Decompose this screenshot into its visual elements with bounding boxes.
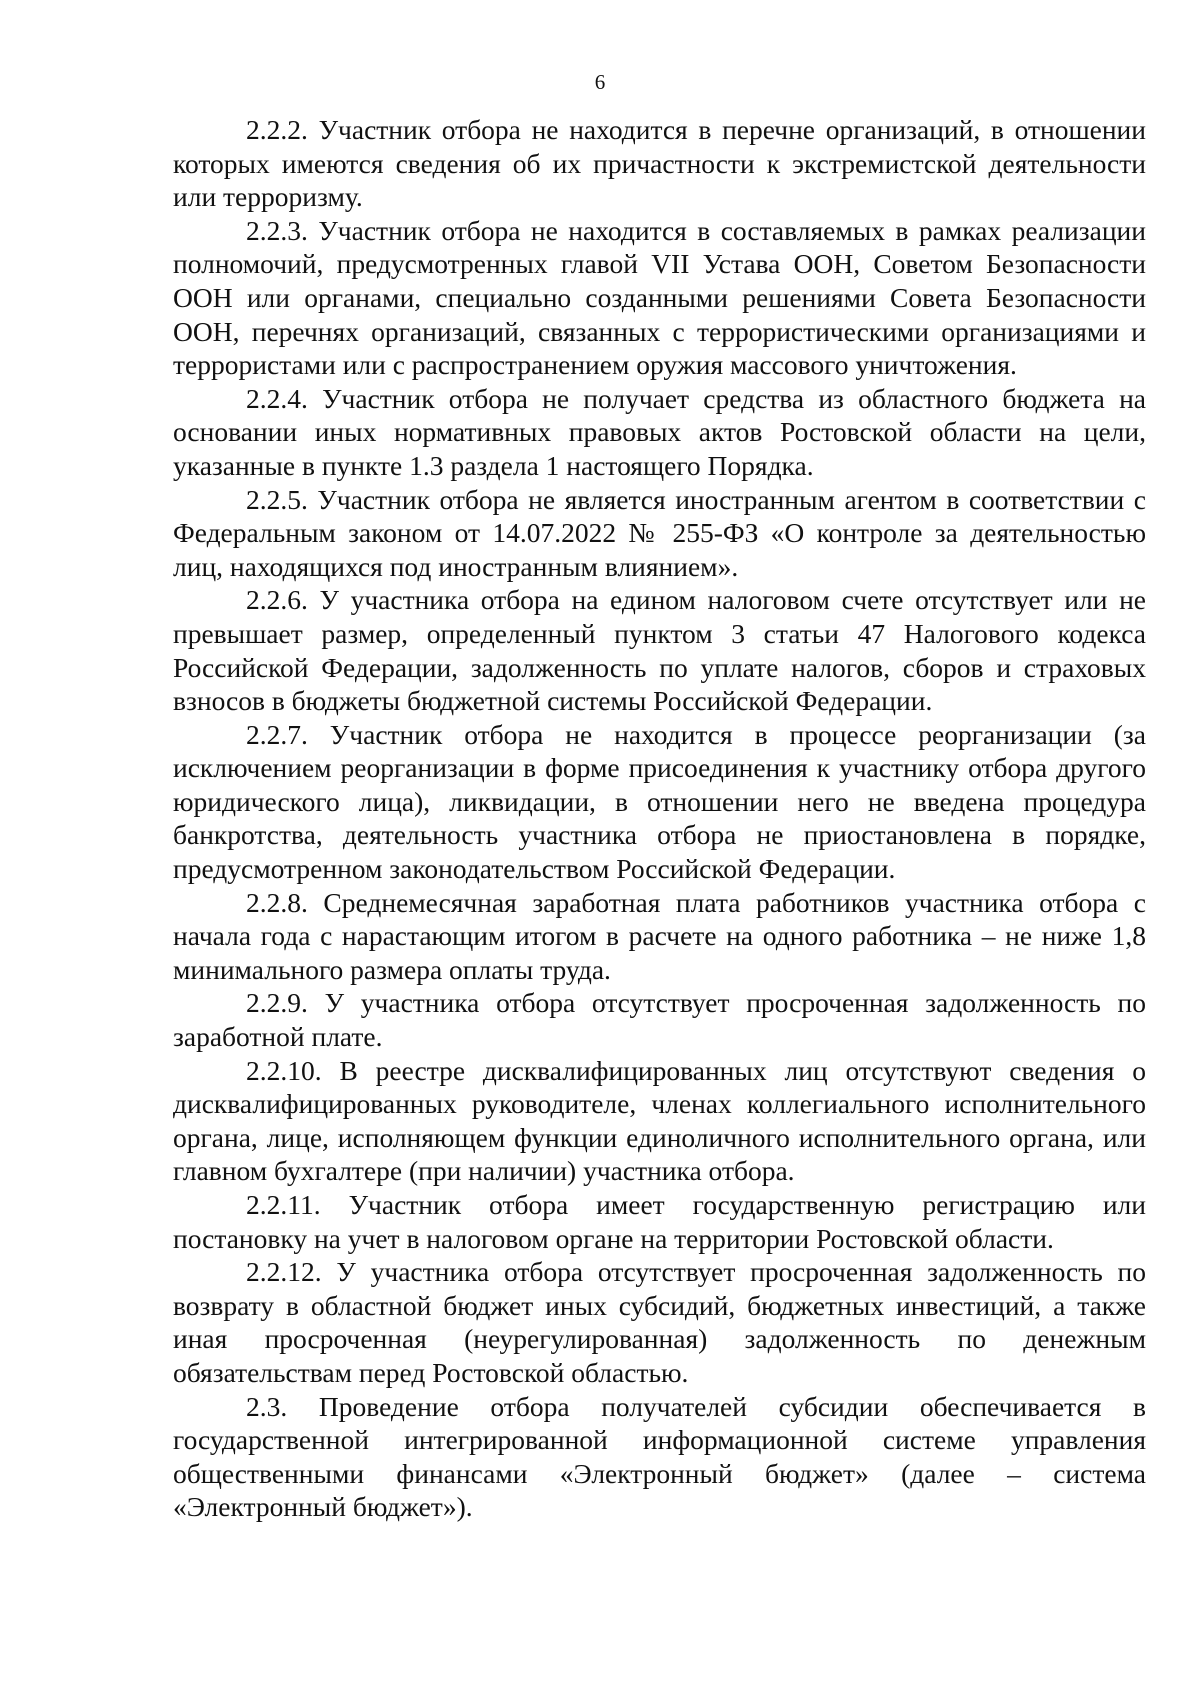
paragraph-2-2-3: 2.2.3. Участник отбора не находится в составляемых в рамках реализации полномочий, предусмотренных главой VII Устава ООН, Советом Безопасности ООН или органами, специально созданными решениями Совета Безопасности ООН, перечнях организаций, связанных с террористическими организациями и террористами или с распространением оружия массового уничтожения. — [173, 214, 1146, 381]
paragraph-2-2-2: 2.2.2. Участник отбора не находится в перечне организаций, в отношении которых имеются сведения об их причастности к экстремистской деятельности или терроризму. — [173, 114, 1146, 213]
paragraph-2-2-10: 2.2.10. В реестре дисквалифицированных лиц отсутствуют сведения о дисквалифицированных руководителе, членах коллегиального исполнительного органа, лице, исполняющем функции единоличного исполнительного органа, или главном бухгалтере (при наличии) участника отбора. — [173, 1054, 1146, 1187]
document-body — [173, 113, 1146, 1524]
paragraph-2-2-5: 2.2.5. Участник отбора не является иностранным агентом в соответствии с Федеральным законом от 14.07.2022 № 255-ФЗ «О контроле за деятельностью лиц, находящихся под иностранным влиянием». — [173, 483, 1146, 582]
page-number: 6 — [594, 70, 606, 94]
paragraph-2-2-12: 2.2.12. У участника отбора отсутствует просроченная задолженность по возврату в областной бюджет иных субсидий, бюджетных инвестиций, а также иная просроченная (неурегулированная) задолженность по денежным обязательствам перед Ростовской областью. — [173, 1256, 1146, 1388]
paragraph-2-2-9: 2.2.9. У участника отбора отсутствует просроченная задолженность по заработной плате. — [173, 987, 1146, 1053]
paragraph-2-2-8: 2.2.8. Среднемесячная заработная плата работников участника отбора с начала года с нарастающим итогом в расчете на одного работника – не ниже 1,8 минимального размера оплаты труда. — [173, 886, 1146, 985]
paragraph-2-2-7: 2.2.7. Участник отбора не находится в процессе реорганизации (за исключением реорганизации в форме присоединения к участнику отбора другого юридического лица), ликвидации, в отношении него не введена процедура банкротства, деятельность участника отбора не приостановлена в порядке, предусмотренном законодательством Российской Федерации. — [173, 718, 1146, 885]
paragraph-2-2-6: 2.2.6. У участника отбора на едином налоговом счете отсутствует или не превышает размер, определенный пунктом 3 статьи 47 Налогового кодекса Российской Федерации, задолженность по уплате налогов, сборов и страховых взносов в бюджеты бюджетной системы Российской Федерации. — [173, 584, 1146, 717]
paragraph-2-2-4: 2.2.4. Участник отбора не получает средства из областного бюджета на основании иных нормативных правовых актов Ростовской области на цели, указанные в пункте 1.3 раздела 1 настоящего Порядка. — [173, 382, 1146, 481]
paragraph-2-3: 2.3. Проведение отбора получателей субсидии обеспечивается в государственной интегрированной информационной системе управления общественными финансами «Электронный бюджет» (далее – система «Электронный бюджет»). — [173, 1390, 1146, 1523]
paragraph-2-2-11: 2.2.11. Участник отбора имеет государственную регистрацию или постановку на учет в налоговом органе на территории Ростовской области. — [173, 1189, 1146, 1254]
